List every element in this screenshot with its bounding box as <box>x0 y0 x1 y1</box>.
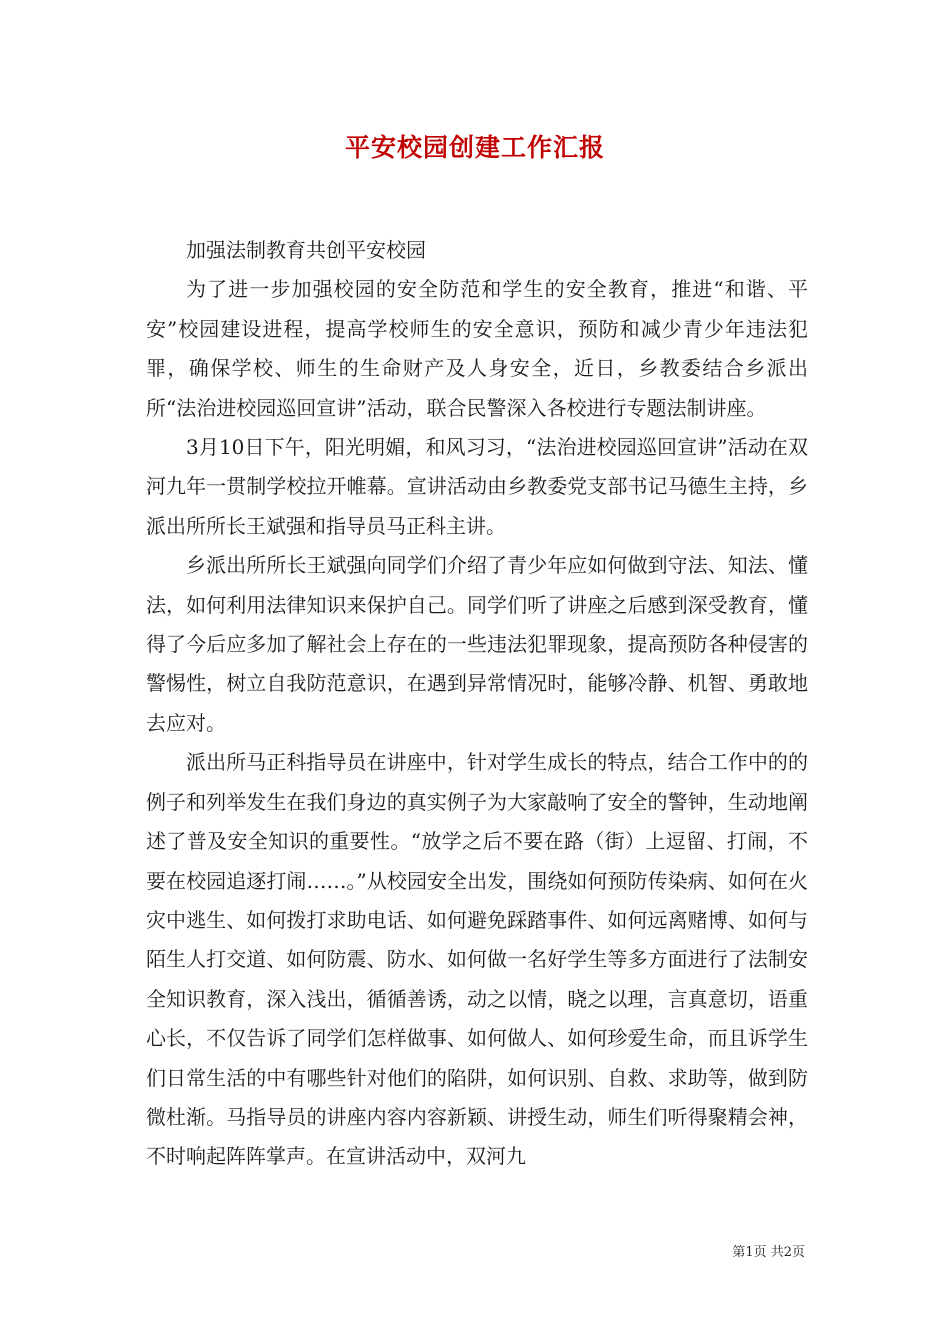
page-number: 第1页 共2页 <box>732 1245 805 1260</box>
document-title: 平安校园创建工作汇报 <box>344 133 605 162</box>
paragraph-4: 派出所马正科指导员在讲座中，针对学生成长的特点，结合工作中的的例子和列举发生在我们身边的真实例子为大家敲响了安全的警钟，生动地阐述了普及安全知识的重要性。“放学之后不要在路（街）上逗留、打闹，不要在校园追逐打闹……。”从校园安全出发，围绕如何预防传染病、如何在火灾中逃生、如何拨打求助电话、如何避免踩踏事件、如何远离赌博、如何与陌生人打交道、如何防震、防水、如何做一名好学生等多方面进行了法制安全知识教育，深入浅出，循循善诱，动之以情，晓之以理，言真意切，语重心长，不仅告诉了同学们怎样做事、如何做人、如何珍爱生命，而且诉学生们日常生活的中有哪些针对他们的陷阱，如何识别、自救、求助等，做到防微杜渐。马指导员的讲座内容内容新颖、讲授生动，师生们听得聚精会神，不时响起阵阵掌声。在宣讲活动中，双河九 <box>146 750 808 1169</box>
paragraph-3: 乡派出所所长王斌强向同学们介绍了青少年应如何做到守法、知法、懂法，如何利用法律知识来保护自己。同学们听了讲座之后感到深受教育，懂得了今后应多加了解社会上存在的一些违法犯罪现象，提高预防各种侵害的警惕性，树立自我防范意识，在遇到异常情况时，能够冷静、机智、勇敢地去应对。 <box>146 553 808 735</box>
paragraph-1: 为了进一步加强校园的安全防范和学生的安全教育，推进“和谐、平安”校园建设进程，提高学校师生的安全意识，预防和减少青少年违法犯罪，确保学校、师生的生命财产及人身安全，近日，乡教委结合乡派出所“法治进校园巡回宣讲”活动，联合民警深入各校进行专题法制讲座。 <box>146 277 808 420</box>
document-body <box>146 231 808 1177</box>
document-subtitle: 加强法制教育共创平安校园 <box>186 238 426 262</box>
paragraph-2: 3月10日下午，阳光明媚，和风习习，“法治进校园巡回宣讲”活动在双河九年一贯制学校拉开帷幕。宣讲活动由乡教委党支部书记马德生主持，乡派出所所长王斌强和指导员马正科主讲。 <box>146 435 808 538</box>
